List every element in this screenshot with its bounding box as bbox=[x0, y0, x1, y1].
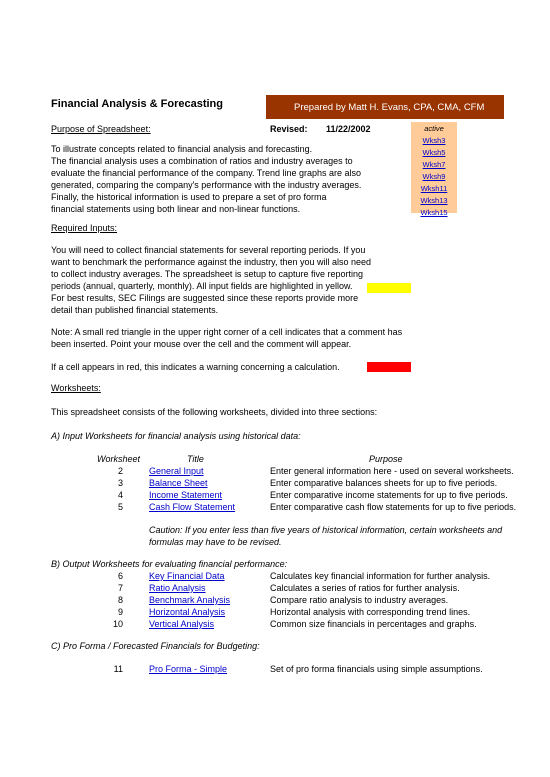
section-a-heading: A) Input Worksheets for financial analysis using historical data: bbox=[51, 431, 301, 441]
row-number: 11 bbox=[113, 664, 123, 674]
col-header-purpose: Purpose bbox=[369, 454, 403, 464]
row-number: 9 bbox=[117, 607, 123, 617]
purpose-line: generated, comparing the company's performance with the industry averages. bbox=[51, 180, 362, 190]
col-header-title: Title bbox=[187, 454, 204, 464]
page-title: Financial Analysis & Forecasting bbox=[51, 98, 223, 110]
row-purpose: Horizontal analysis with corresponding trend lines. bbox=[270, 607, 471, 617]
prepared-by-text: Prepared by Matt H. Evans, CPA, CMA, CFM bbox=[294, 102, 485, 113]
purpose-line: financial statements using both linear and non-linear functions. bbox=[51, 204, 301, 214]
input-highlight-swatch bbox=[367, 283, 411, 293]
row-purpose: Calculates a series of ratios for further analysis. bbox=[270, 583, 460, 593]
revised-date: 11/22/2002 bbox=[326, 124, 371, 134]
author-banner bbox=[266, 95, 504, 119]
row-purpose: Enter comparative cash flow statements for up to five periods. bbox=[270, 502, 517, 512]
caution-line: Caution: If you enter less than five years of historical information, certain worksheets and bbox=[149, 525, 503, 535]
row-number: 2 bbox=[117, 466, 123, 476]
comment-note-line: Note: A small red triangle in the upper right corner of a cell indicates that a comment has bbox=[51, 327, 403, 337]
sheet-link-cash-flow-statement[interactable]: Cash Flow Statement bbox=[149, 502, 236, 512]
sheet-link-horizontal-analysis[interactable]: Horizontal Analysis bbox=[149, 607, 226, 617]
row-number: 8 bbox=[117, 595, 123, 605]
row-number: 5 bbox=[117, 502, 123, 512]
worksheets-intro: This spreadsheet consists of the following worksheets, divided into three sections: bbox=[51, 407, 378, 417]
worksheets-heading: Worksheets: bbox=[51, 383, 101, 393]
warning-swatch bbox=[367, 362, 411, 372]
sheet-link-pro-forma-simple[interactable]: Pro Forma - Simple bbox=[149, 664, 228, 674]
row-purpose: Common size financials in percentages and graphs. bbox=[270, 619, 477, 629]
nav-link-wksh7[interactable]: Wksh7 bbox=[422, 160, 446, 169]
row-purpose: Enter general information here - used on several worksheets. bbox=[270, 466, 514, 476]
required-line: want to benchmark the performance against the industry, then you will also need bbox=[51, 257, 372, 267]
nav-link-wksh15[interactable]: Wksh15 bbox=[420, 208, 448, 217]
comment-note-line: been inserted. Point your mouse over the cell and the comment will appear. bbox=[51, 339, 352, 349]
col-header-worksheet: Worksheet bbox=[97, 454, 141, 464]
warning-note: If a cell appears in red, this indicates a warning concerning a calculation. bbox=[51, 362, 340, 372]
nav-link-wksh13[interactable]: Wksh13 bbox=[420, 196, 448, 205]
sheet-link-ratio-analysis[interactable]: Ratio Analysis bbox=[149, 583, 206, 593]
row-purpose: Calculates key financial information for further analysis. bbox=[270, 571, 491, 581]
section-c-heading: C) Pro Forma / Forecasted Financials for Budgeting: bbox=[51, 641, 260, 651]
purpose-line: evaluate the financial performance of the company. Trend line graphs are also bbox=[51, 168, 362, 178]
sheet-link-vertical-analysis[interactable]: Vertical Analysis bbox=[149, 619, 215, 629]
sheet-link-benchmark-analysis[interactable]: Benchmark Analysis bbox=[149, 595, 231, 605]
revised-label: Revised: bbox=[270, 124, 308, 134]
required-inputs-heading: Required Inputs: bbox=[51, 223, 118, 233]
row-number: 7 bbox=[117, 583, 123, 593]
required-line: periods (annual, quarterly, monthly). All input fields are highlighted in yellow. bbox=[51, 281, 353, 291]
nav-link-wksh5[interactable]: Wksh5 bbox=[422, 148, 446, 157]
sheet-link-income-statement[interactable]: Income Statement bbox=[149, 490, 223, 500]
required-line: You will need to collect financial statements for several reporting periods. If you bbox=[51, 245, 366, 255]
row-number: 3 bbox=[117, 478, 123, 488]
purpose-line: The financial analysis uses a combination of ratios and industry averages to bbox=[51, 156, 353, 166]
nav-link-wksh3[interactable]: Wksh3 bbox=[422, 136, 446, 145]
row-purpose: Compare ratio analysis to industry averages. bbox=[270, 595, 449, 605]
nav-link-wksh11[interactable]: Wksh11 bbox=[420, 184, 448, 193]
sheet-link-balance-sheet[interactable]: Balance Sheet bbox=[149, 478, 208, 488]
row-purpose: Enter comparative income statements for up to five periods. bbox=[270, 490, 508, 500]
sheet-link-general-input[interactable]: General Input bbox=[149, 466, 204, 476]
required-line: to collect industry averages. The spreadsheet is setup to capture five reporting bbox=[51, 269, 364, 279]
nav-link-wksh9[interactable]: Wksh9 bbox=[422, 172, 446, 181]
caution-line: formulas may have to be revised. bbox=[149, 537, 282, 547]
purpose-line: To illustrate concepts related to financial analysis and forecasting. bbox=[51, 144, 313, 154]
row-purpose: Enter comparative balances sheets for up to five periods. bbox=[270, 478, 498, 488]
section-b-heading: B) Output Worksheets for evaluating financial performance: bbox=[51, 559, 288, 569]
row-number: 10 bbox=[112, 619, 123, 629]
row-number: 4 bbox=[117, 490, 123, 500]
row-purpose: Set of pro forma financials using simple assumptions. bbox=[270, 664, 483, 674]
row-number: 6 bbox=[117, 571, 123, 581]
required-line: detail than published financial statements. bbox=[51, 305, 219, 315]
required-line: For best results, SEC Filings are suggested since these reports provide more bbox=[51, 293, 359, 303]
purpose-line: Finally, the historical information is used to prepare a set of pro forma bbox=[51, 192, 327, 202]
worksheet-nav bbox=[411, 122, 457, 217]
sheet-link-key-financial-data[interactable]: Key Financial Data bbox=[149, 571, 225, 581]
nav-active-label: active bbox=[424, 124, 444, 133]
purpose-heading: Purpose of Spreadsheet: bbox=[51, 124, 151, 134]
